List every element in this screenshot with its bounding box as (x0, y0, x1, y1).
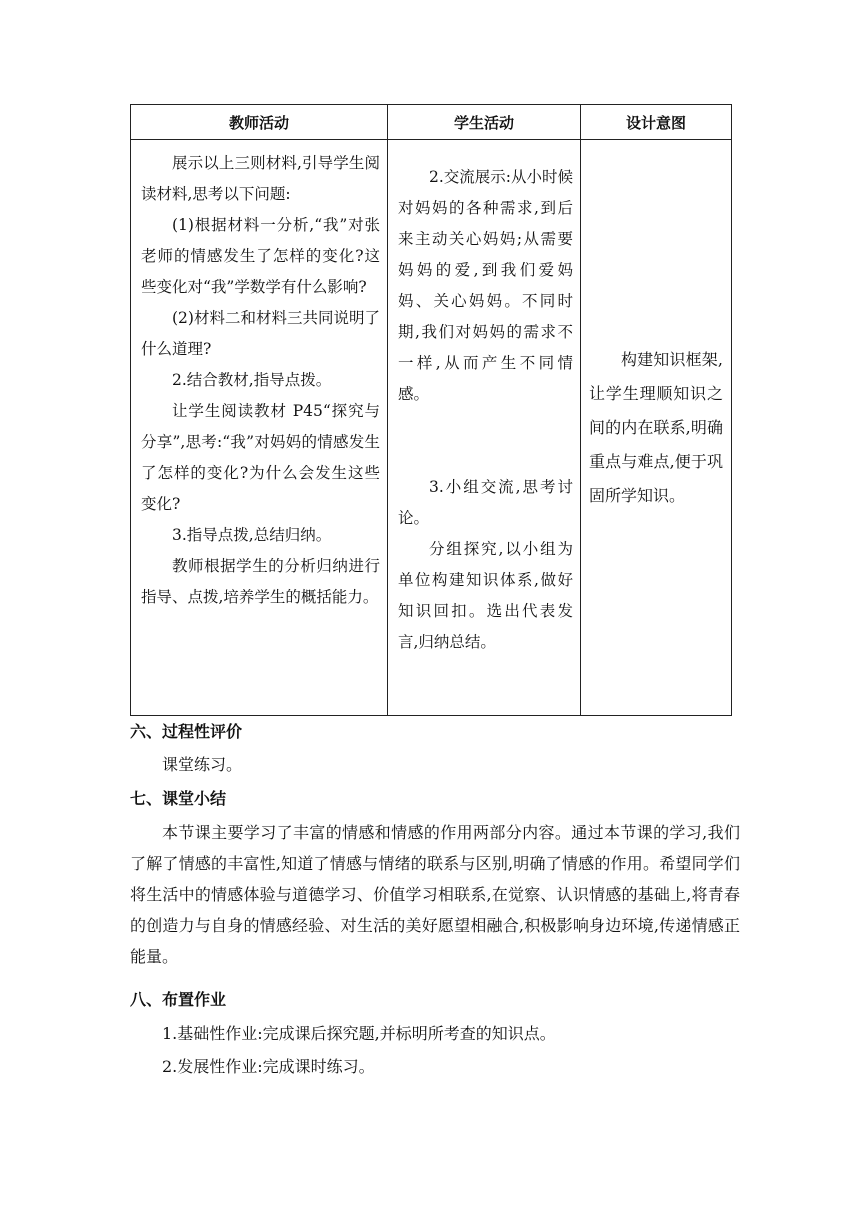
teacher-paragraph: 展示以上三则材料,引导学生阅读材料,思考以下问题: (141, 154, 380, 203)
section-homework (130, 985, 740, 1082)
student-paragraph: 2.交流展示:从小时候对妈妈的各种需求,到后来主动关心妈妈;从需要妈妈的爱,到我们爱妈妈、关心妈妈。不同时期,我们对妈妈的需求不一样,从而产生不同情感。 (398, 168, 574, 403)
design-intent-text: 构建知识框架,让学生理顺知识之间的内在联系,明确重点与难点,便于巩固所学知识。 (589, 349, 723, 505)
section-process-evaluation (130, 717, 740, 780)
teacher-paragraph: 教师根据学生的分析归纳进行指导、点拨,培养学生的概括能力。 (141, 557, 380, 606)
teacher-paragraph: 3.指导点拨,总结归纳。 (172, 526, 332, 544)
teacher-paragraph: (1)根据材料一分析,“我”对张老师的情感发生了怎样的变化?这些变化对“我”学数学有什么影响? (141, 216, 380, 296)
table-row (131, 140, 732, 716)
section-heading: 六、过程性评价 (130, 722, 243, 741)
student-activity-cell (388, 140, 581, 716)
student-paragraph: 3.小组交流,思考讨论。 (398, 478, 573, 527)
section-heading: 八、布置作业 (130, 990, 227, 1009)
design-intent-cell (581, 140, 732, 716)
teacher-paragraph: 让学生阅读教材 P45“探究与分享”,思考:“我”对妈妈的情感发生了怎样的变化?为什么会发生这些变化? (141, 402, 380, 513)
homework-item: 1.基础性作业:完成课后探究题,并标明所考查的知识点。 (162, 1024, 556, 1043)
table-header-row (131, 105, 732, 140)
section-paragraph: 课堂练习。 (162, 755, 243, 774)
header-design-intent: 设计意图 (581, 105, 732, 140)
section-heading: 七、课堂小结 (130, 789, 227, 808)
lesson-activity-table (130, 104, 732, 716)
teacher-paragraph: 2.结合教材,指导点拨。 (172, 371, 332, 389)
header-student-activity: 学生活动 (388, 105, 581, 140)
teacher-paragraph: (2)材料二和材料三共同说明了什么道理? (141, 309, 380, 358)
section-class-summary (130, 784, 740, 972)
student-paragraph: 分组探究,以小组为单位构建知识体系,做好知识回扣。选出代表发言,归纳总结。 (398, 540, 573, 651)
section-paragraph: 本节课主要学习了丰富的情感和情感的作用两部分内容。通过本节课的学习,我们了解了情感的丰富性,知道了情感与情绪的联系与区别,明确了情感的作用。希望同学们将生活中的情感体验与道德学习、价值学习相联系,在觉察、认识情感的基础上,将青春的创造力与自身的情感经验、对生活的美好愿望相融合,积极影响身边环境,传递情感正能量。 (130, 823, 740, 966)
homework-item: 2.发展性作业:完成课时练习。 (162, 1057, 375, 1076)
teacher-activity-cell (131, 140, 388, 716)
header-teacher-activity: 教师活动 (131, 105, 388, 140)
